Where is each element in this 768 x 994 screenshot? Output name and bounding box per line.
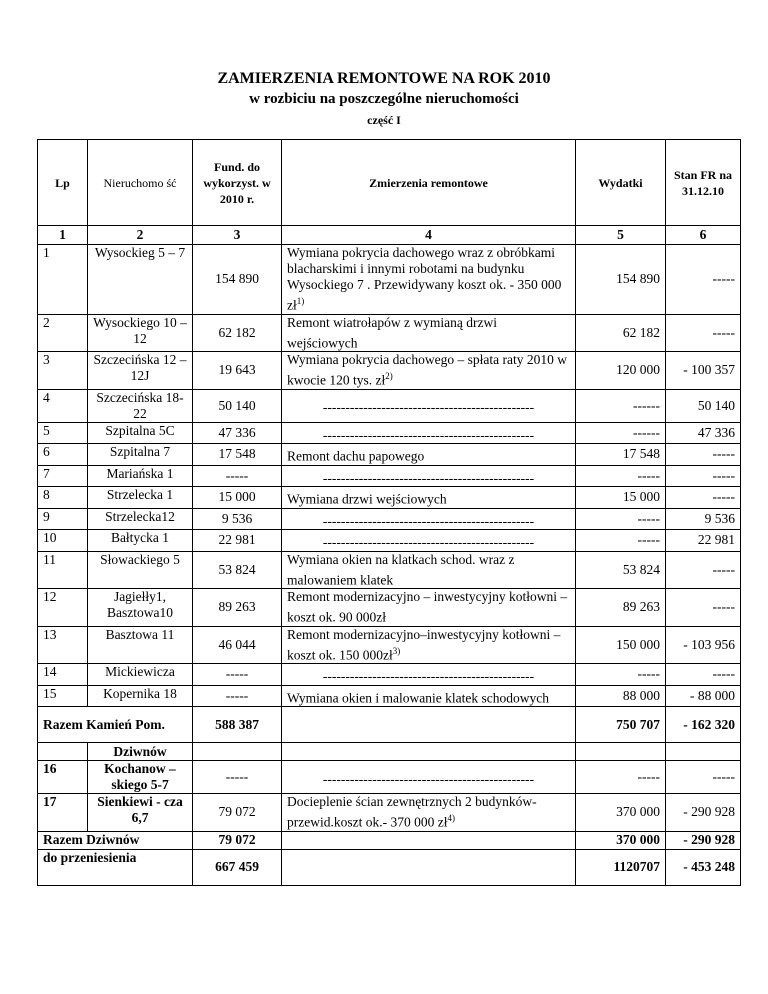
row-expenses: 150 000 <box>576 626 666 664</box>
row-property: Szczecińska 12 – 12J <box>88 352 193 390</box>
carry-forward-expenses: 1120707 <box>576 849 666 885</box>
table-body <box>38 245 741 707</box>
row-balance: - 100 357 <box>666 352 741 390</box>
footnote-mark: 1) <box>296 296 305 306</box>
table-row <box>38 664 741 686</box>
row-description: Docieplenie ścian zewnętrznych 2 budynków- przewid.koszt ok.- 370 000 $zł^{4)}$ <box>282 794 576 832</box>
header-row <box>38 140 741 226</box>
summary-dziwnow-row <box>38 831 741 849</box>
row-expenses: ----- <box>576 465 666 487</box>
row-property: Bałtycka 1 <box>88 530 193 552</box>
row-fund: 46 044 <box>193 626 282 664</box>
row-balance: ----- <box>666 589 741 627</box>
row-lp: 10 <box>38 530 88 552</box>
row-balance: ----- <box>666 664 741 686</box>
row-expenses: 154 890 <box>576 245 666 315</box>
row-property: Szczecińska 18-22 <box>88 389 193 422</box>
row-description: Wymiana okien i malowanie klatek schodowych <box>282 685 576 707</box>
row-lp: 3 <box>38 352 88 390</box>
table-row <box>38 530 741 552</box>
part-label: część I <box>367 113 401 127</box>
header-balance: Stan FR na 31.12.10 <box>666 140 741 226</box>
table-row <box>38 551 741 589</box>
footnote-mark: 3) <box>392 645 401 656</box>
row-lp: 4 <box>38 389 88 422</box>
row-balance: ----- <box>666 487 741 509</box>
row-fund: 17 548 <box>193 444 282 466</box>
header-plans: Zmierzenia remontowe <box>282 140 576 226</box>
row-description: Remont wiatrołapów z wymianą drzwi wejściowych <box>282 314 576 352</box>
col-number: 3 <box>193 226 282 245</box>
page-title: ZAMIERZENIA REMONTOWE NA ROK 2010 <box>217 70 551 87</box>
row-property: Wysockieg 5 – 7 <box>88 245 193 315</box>
row-fund: ----- <box>193 664 282 686</box>
page-subtitle: w rozbiciu na poszczególne nieruchomości <box>249 91 519 107</box>
row-property: Szpitalna 7 <box>88 444 193 466</box>
row-description: Wymiana pokrycia dachowego – spłata raty 2010 w kwocie 120 tys. $zł^{2)}$ <box>282 352 576 390</box>
row-expenses: ----- <box>576 530 666 552</box>
dziwnow-body <box>38 761 741 832</box>
row-fund: ----- <box>193 685 282 707</box>
footnote-mark: 4) <box>447 813 455 823</box>
col-number: 5 <box>576 226 666 245</box>
row-lp: 14 <box>38 664 88 686</box>
row-balance: - 290 928 <box>666 794 741 832</box>
header-fund: Fund. do wykorzyst. w 2010 r. <box>193 140 282 226</box>
row-expenses: 15 000 <box>576 487 666 509</box>
table-row <box>38 245 741 315</box>
table-row <box>38 389 741 422</box>
row-lp: 12 <box>38 589 88 627</box>
table-row <box>38 589 741 627</box>
row-property: Kopernika 18 <box>88 685 193 707</box>
table-row <box>38 794 741 832</box>
row-lp: 9 <box>38 508 88 530</box>
row-balance: ----- <box>666 245 741 315</box>
summary-desc <box>282 707 576 743</box>
row-lp: 1 <box>38 245 88 315</box>
row-property: Mickiewicza <box>88 664 193 686</box>
footnote-mark: 2) <box>385 371 393 381</box>
row-balance: ----- <box>666 465 741 487</box>
row-expenses: ----- <box>576 508 666 530</box>
row-property: Szpitalna 5C <box>88 422 193 444</box>
row-property: Mariańska 1 <box>88 465 193 487</box>
row-fund: ----- <box>193 465 282 487</box>
row-fund: 62 182 <box>193 314 282 352</box>
row-fund: 50 140 <box>193 389 282 422</box>
row-description: ----------------------------------------------- <box>282 761 576 794</box>
carry-forward-row <box>38 849 741 885</box>
summary-fund: 588 387 <box>193 707 282 743</box>
row-expenses: 89 263 <box>576 589 666 627</box>
row-lp: 2 <box>38 314 88 352</box>
row-expenses: 120 000 <box>576 352 666 390</box>
table-row <box>38 761 741 794</box>
row-fund: 53 824 <box>193 551 282 589</box>
row-description: ----------------------------------------------- <box>282 465 576 487</box>
summary-expenses: 370 000 <box>576 831 666 849</box>
table-row <box>38 626 741 664</box>
row-description: Wymiana drzwi wejściowych <box>282 487 576 509</box>
carry-forward-balance: - 453 248 <box>666 849 741 885</box>
dziwnow-label-row <box>38 743 741 761</box>
row-lp: 16 <box>38 761 88 794</box>
header-lp: Lp <box>38 140 88 226</box>
row-lp: 15 <box>38 685 88 707</box>
row-description: Remont dachu papowego <box>282 444 576 466</box>
row-expenses: 62 182 <box>576 314 666 352</box>
row-description: ----------------------------------------------- <box>282 508 576 530</box>
row-expenses: 17 548 <box>576 444 666 466</box>
row-property: Jagiełły1, Basztowa10 <box>88 589 193 627</box>
repairs-table <box>37 139 741 886</box>
summary-expenses: 750 707 <box>576 707 666 743</box>
row-description: ----------------------------------------------- <box>282 389 576 422</box>
table-row <box>38 352 741 390</box>
row-expenses: 88 000 <box>576 685 666 707</box>
row-balance: ----- <box>666 761 741 794</box>
col-number: 4 <box>282 226 576 245</box>
row-balance: 9 536 <box>666 508 741 530</box>
header-property: Nieruchomo ść <box>88 140 193 226</box>
row-description: Remont modernizacyjno–inwestycyjny kotłowni – koszt ok. 150 $000zł^{3)}$ <box>282 626 576 664</box>
table-row <box>38 444 741 466</box>
row-fund: 22 981 <box>193 530 282 552</box>
header-expenses: Wydatki <box>576 140 666 226</box>
row-expenses: ----- <box>576 761 666 794</box>
table-row <box>38 685 741 707</box>
carry-forward-fund: 667 459 <box>193 849 282 885</box>
table-row <box>38 314 741 352</box>
col-number: 6 <box>666 226 741 245</box>
row-lp: 13 <box>38 626 88 664</box>
row-lp: 11 <box>38 551 88 589</box>
row-fund: 9 536 <box>193 508 282 530</box>
row-balance: 50 140 <box>666 389 741 422</box>
row-lp: 6 <box>38 444 88 466</box>
row-description: ----------------------------------------------- <box>282 530 576 552</box>
row-fund: 47 336 <box>193 422 282 444</box>
table-row <box>38 508 741 530</box>
row-balance: ----- <box>666 551 741 589</box>
table-row <box>38 487 741 509</box>
row-fund: 89 263 <box>193 589 282 627</box>
row-description: ----------------------------------------------- <box>282 664 576 686</box>
row-expenses: ------ <box>576 422 666 444</box>
row-lp: 17 <box>38 794 88 832</box>
row-description: Remont modernizacyjno – inwestycyjny kotłowni – koszt ok. 90 000zł <box>282 589 576 627</box>
row-fund: 19 643 <box>193 352 282 390</box>
row-lp: 7 <box>38 465 88 487</box>
row-lp: 8 <box>38 487 88 509</box>
table-row <box>38 465 741 487</box>
row-balance: 22 981 <box>666 530 741 552</box>
column-number-row <box>38 226 741 245</box>
summary-fund: 79 072 <box>193 831 282 849</box>
dziwnow-label: Dziwnów <box>88 743 193 761</box>
summary-balance: - 162 320 <box>666 707 741 743</box>
row-fund: ----- <box>193 761 282 794</box>
row-property: Basztowa 11 <box>88 626 193 664</box>
summary-label: Razem Dziwnów <box>38 831 193 849</box>
table-row <box>38 422 741 444</box>
row-description: Wymiana okien na klatkach schod. wraz z malowaniem klatek <box>282 551 576 589</box>
row-balance: 47 336 <box>666 422 741 444</box>
row-expenses: 370 000 <box>576 794 666 832</box>
row-expenses: ------ <box>576 389 666 422</box>
summary-kamien-row <box>38 707 741 743</box>
row-expenses: 53 824 <box>576 551 666 589</box>
row-description: ----------------------------------------------- <box>282 422 576 444</box>
row-description: Wymiana pokrycia dachowego wraz z obróbkami blacharskimi i innymi robotami na budynku Wysockiego 7 . Przewidywany koszt ok. - 350 000 $zł^{1)}$ <box>282 245 576 315</box>
row-balance: ----- <box>666 444 741 466</box>
row-fund: 154 890 <box>193 245 282 315</box>
row-lp: 5 <box>38 422 88 444</box>
col-number: 2 <box>88 226 193 245</box>
row-balance: - 88 000 <box>666 685 741 707</box>
row-fund: 15 000 <box>193 487 282 509</box>
row-balance: ----- <box>666 314 741 352</box>
row-expenses: ----- <box>576 664 666 686</box>
row-fund: 79 072 <box>193 794 282 832</box>
row-property: Strzelecka12 <box>88 508 193 530</box>
carry-forward-label: do przeniesienia <box>38 849 193 885</box>
row-property: Sienkiewi - cza 6,7 <box>88 794 193 832</box>
summary-label: Razem Kamień Pom. <box>38 707 193 743</box>
row-property: Strzelecka 1 <box>88 487 193 509</box>
row-property: Wysockiego 10 –12 <box>88 314 193 352</box>
summary-balance: - 290 928 <box>666 831 741 849</box>
row-property: Kochanow –skiego 5-7 <box>88 761 193 794</box>
col-number: 1 <box>38 226 88 245</box>
row-property: Słowackiego 5 <box>88 551 193 589</box>
row-balance: - 103 956 <box>666 626 741 664</box>
